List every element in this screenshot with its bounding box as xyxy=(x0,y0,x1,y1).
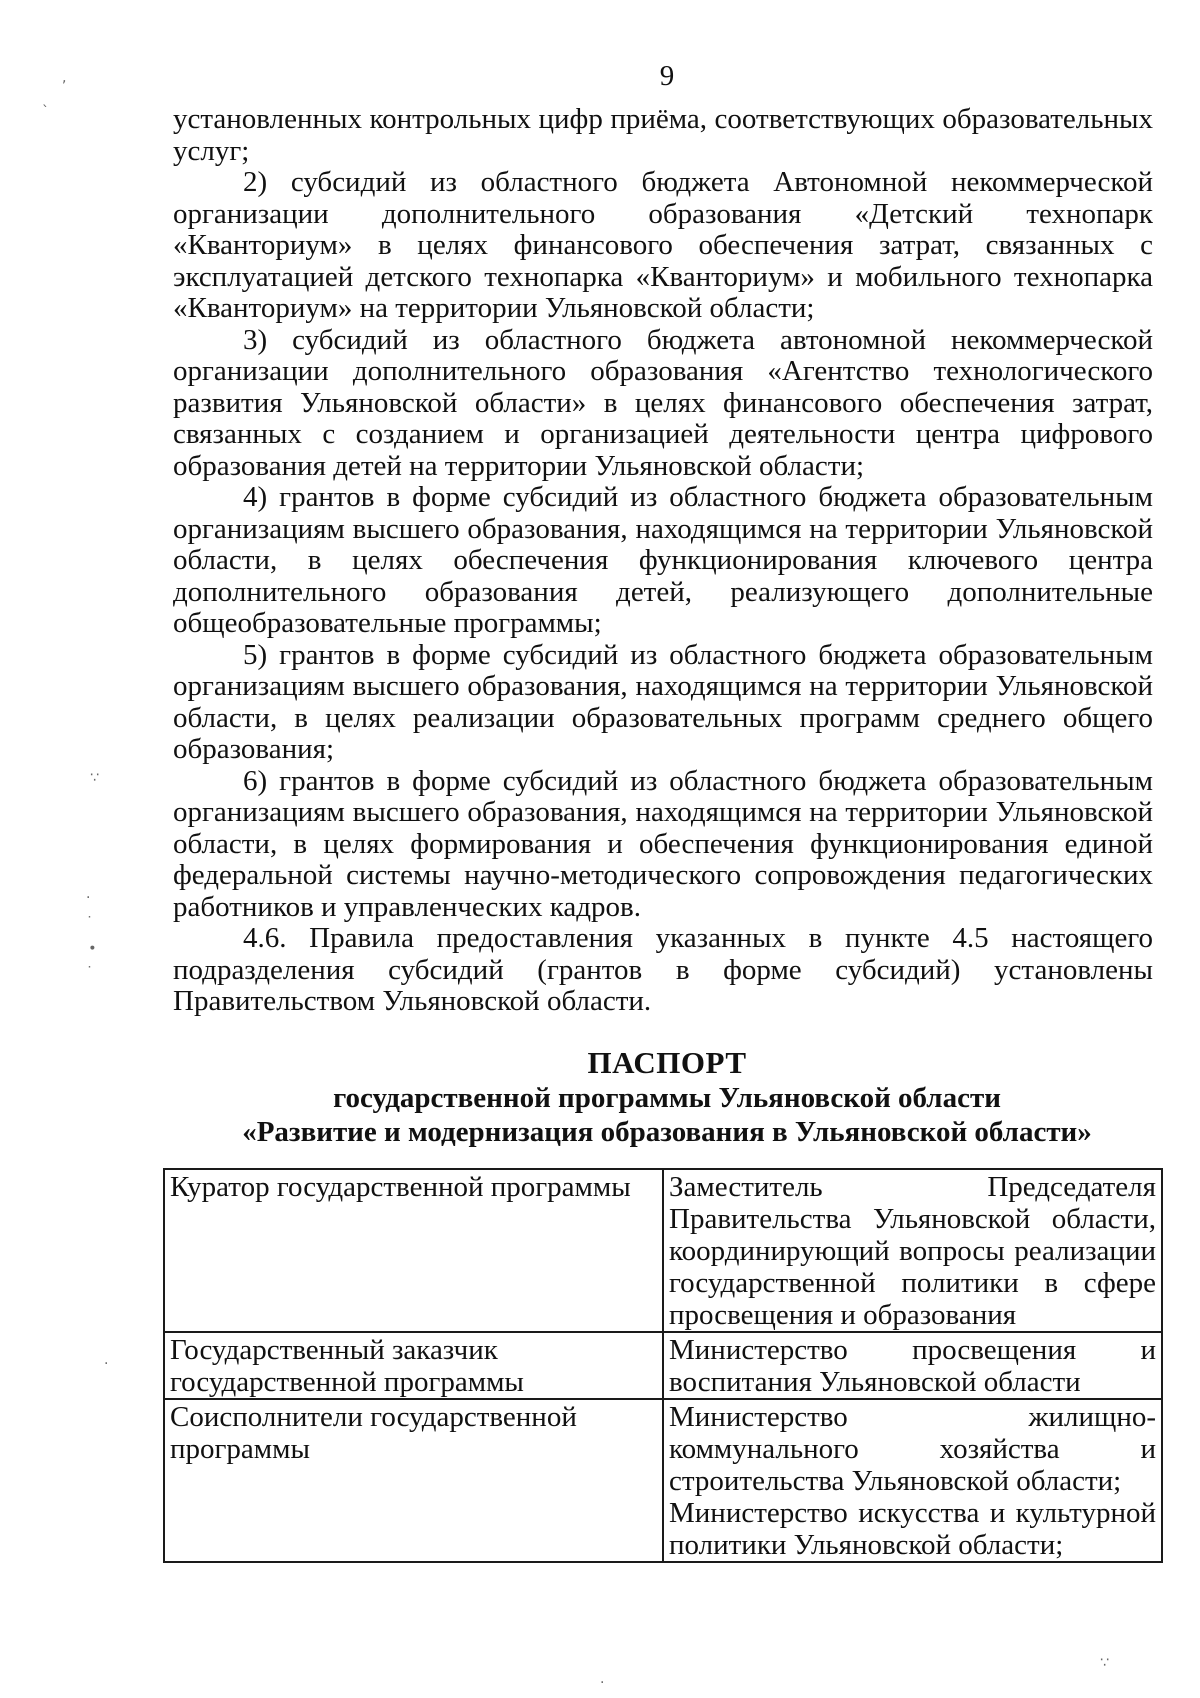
paragraph-clause-4-6: 4.6. Правила предоставления указанных в пункте 4.5 настоящего подразделения субсидий (грантов в форме субсидий) установлены Правительством Ульяновской области. xyxy=(173,922,1153,1017)
scan-speck: ∙ xyxy=(88,940,97,956)
scan-speck: ˙ xyxy=(86,915,93,931)
table-row xyxy=(164,1332,1162,1399)
row-value-coexecutors xyxy=(663,1399,1162,1562)
paragraph-continuation: установленных контрольных цифр приёма, соответствующих образовательных услуг; xyxy=(173,103,1153,167)
scan-speck: ˙ xyxy=(86,965,93,981)
paragraph-item-2: 2) субсидий из областного бюджета Автономной некоммерческой организации дополнительного образования «Детский технопарк «Кванториум» в целях финансового обеспечения затрат, связанных с эксплуатацией детского технопарка «Кванториум» и мобильного технопарка «Кванториум» на территории Ульяновской области; xyxy=(173,166,1153,324)
scan-speck: · xyxy=(600,1675,605,1691)
passport-heading xyxy=(0,1045,1200,1149)
paragraph-item-6: 6) грантов в форме субсидий из областного бюджета образовательным организациям высшего образования, находящимся на территории Ульяновской области, в целях формирования и обеспечения функционирования единой федеральной системы научно-методического сопровождения педагогических работников и управленческих кадров. xyxy=(173,764,1153,923)
row-label-customer: Государственный заказчик государственной программы xyxy=(164,1332,663,1399)
row-value-customer xyxy=(663,1332,1162,1399)
passport-table xyxy=(163,1168,1163,1563)
passport-subtitle-line1: государственной программы Ульяновской области xyxy=(333,1082,1001,1114)
paragraph-item-4: 4) грантов в форме субсидий из областного бюджета образовательным организациям высшего образования, находящимся на территории Ульяновской области, в целях обеспечения функционирования ключевого центра дополнительного образования детей, реализующего дополнительные общеобразовательные программы; xyxy=(173,481,1153,639)
table-row xyxy=(164,1399,1162,1562)
row-value-curator xyxy=(663,1169,1162,1332)
value-text: Заместитель Председателя Правительства Ульяновской области, координирующий вопросы реализации государственной политики в сфере просвещения и образования xyxy=(669,1171,1156,1331)
scan-speck: ∵ xyxy=(1100,1655,1109,1671)
scan-speck: , xyxy=(62,70,67,86)
scan-speck: · xyxy=(104,1356,109,1372)
paragraph-item-3: 3) субсидий из областного бюджета автономной некоммерческой организации дополнительного образования «Агентство технологического развития Ульяновской области» в целях финансового обеспечения затрат, связанных с созданием и организацией деятельности центра цифрового образования детей на территории Ульяновской области; xyxy=(173,323,1153,482)
table-row xyxy=(164,1169,1162,1332)
scan-speck: ˋ xyxy=(42,104,49,120)
body-text xyxy=(173,104,1153,1018)
value-text: Министерство искусства и культурной политики Ульяновской области; xyxy=(669,1497,1156,1561)
value-text: Министерство жилищно-коммунального хозяйства и строительства Ульяновской области; xyxy=(669,1401,1156,1497)
passport-title: ПАСПОРТ xyxy=(587,1045,747,1080)
row-label-curator: Куратор государственной программы xyxy=(164,1169,663,1332)
value-text: Министерство просвещения и воспитания Ульяновской области xyxy=(669,1334,1156,1398)
row-label-coexecutors: Соисполнители государственной программы xyxy=(164,1399,663,1562)
paragraph-item-5: 5) грантов в форме субсидий из областного бюджета образовательным организациям высшего образования, находящимся на территории Ульяновской области, в целях реализации образовательных программ среднего общего образования; xyxy=(173,638,1153,765)
page-number: 9 xyxy=(659,60,675,92)
scan-speck: · xyxy=(86,890,91,906)
scan-speck: ∵ xyxy=(90,770,99,786)
passport-subtitle-line2: «Развитие и модернизация образования в Ульяновской области» xyxy=(242,1116,1092,1148)
